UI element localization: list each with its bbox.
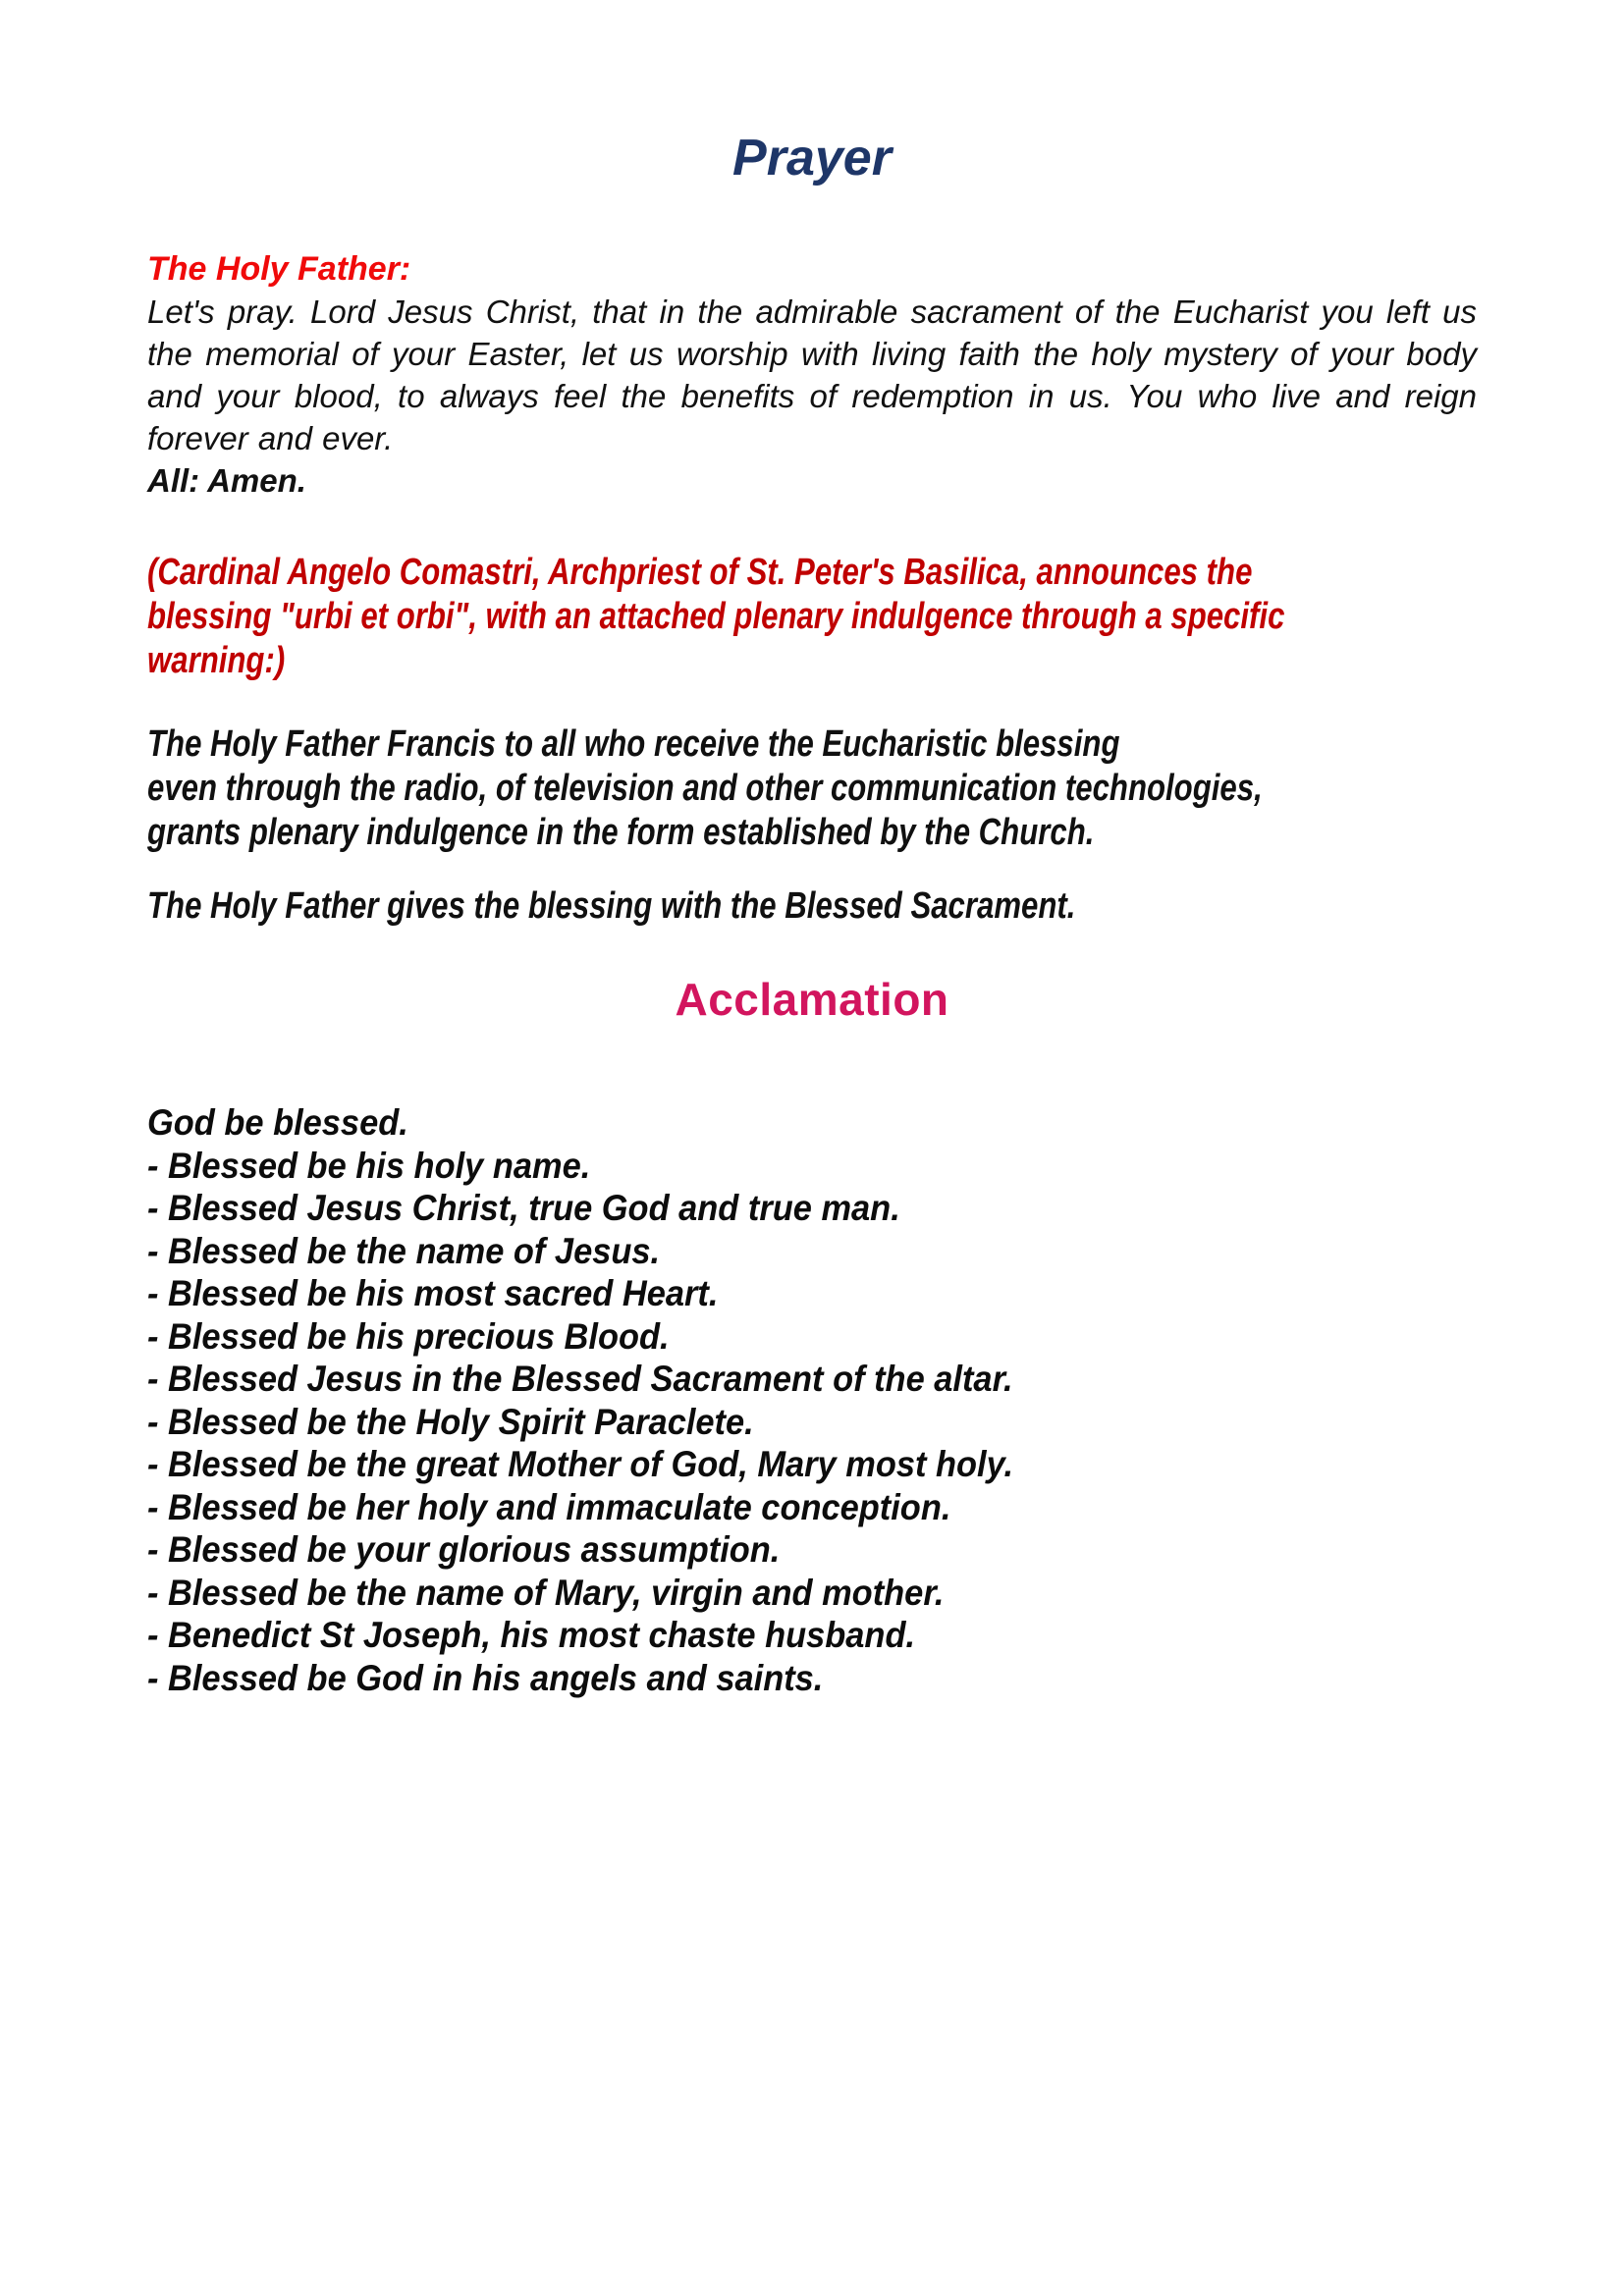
acclamation-heading: Acclamation [675, 974, 949, 1025]
speaker-label: The Holy Father: [147, 250, 411, 288]
list-item: - Blessed be the Holy Spirit Paraclete. [147, 1401, 754, 1442]
list-item: - Blessed be the name of Jesus. [147, 1230, 661, 1271]
prayer-section [147, 248, 1477, 502]
indulgence-section [147, 722, 1478, 855]
list-item: - Blessed be his precious Blood. [147, 1315, 670, 1357]
rubric-line: warning:) [147, 640, 286, 681]
response-line: All: Amen. [147, 462, 306, 499]
page-title: Prayer [732, 130, 892, 187]
list-item: - Blessed be his holy name. [147, 1145, 591, 1186]
list-item: - Blessed be God in his angels and saints. [147, 1657, 824, 1698]
blessing-note: The Holy Father gives the blessing with the Blessed Sacrament. [147, 885, 1076, 927]
list-item: - Blessed be the great Mother of God, Mary most holy. [147, 1444, 1014, 1484]
indulgence-line: even through the radio, of television and other communication technologies, [147, 768, 1263, 809]
acclamation-list [147, 1101, 1483, 1699]
list-item: - Benedict St Joseph, his most chaste husband. [147, 1615, 916, 1655]
list-item: God be blessed. [147, 1102, 408, 1143]
rubric-line: (Cardinal Angelo Comastri, Archpriest of St. Peter's Basilica, announces the [147, 552, 1253, 593]
indulgence-line: grants plenary indulgence in the form established by the Church. [147, 812, 1095, 853]
rubric-section [147, 551, 1478, 683]
list-item: - Blessed be your glorious assumption. [147, 1529, 781, 1570]
list-item: - Blessed be her holy and immaculate conception. [147, 1486, 951, 1527]
indulgence-line: The Holy Father Francis to all who receive the Eucharistic blessing [147, 723, 1120, 765]
rubric-line: blessing "urbi et orbi", with an attached plenary indulgence through a specific [147, 596, 1285, 637]
list-item: - Blessed Jesus in the Blessed Sacrament of the altar. [147, 1359, 1013, 1399]
list-item: - Blessed Jesus Christ, true God and true man. [147, 1188, 900, 1228]
prayer-paragraph: Let's pray. Lord Jesus Christ, that in the admirable sacrament of the Eucharist you left us the memorial of your Easter, let us worship with living faith the holy mystery of your body and your blood, to always feel the benefits of redemption in us. You who live and reign forever and ever. [147, 294, 1477, 456]
list-item: - Blessed be his most sacred Heart. [147, 1273, 719, 1313]
list-item: - Blessed be the name of Mary, virgin and mother. [147, 1572, 945, 1613]
